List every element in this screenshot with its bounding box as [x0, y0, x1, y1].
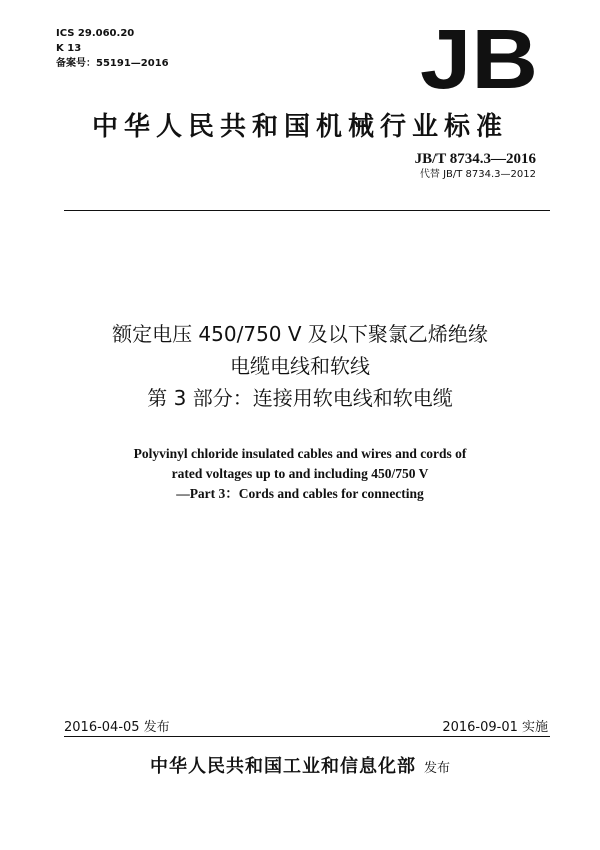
- replaces-note: 代替 JB/T 8734.3—2012: [419, 169, 536, 180]
- top-divider: [64, 210, 550, 211]
- issuer-action: 发布: [423, 761, 450, 776]
- standard-number-block: [415, 150, 536, 182]
- filing-number: 备案号：55191—2016: [56, 58, 169, 69]
- english-title-line-1: Polyvinyl chloride insulated cables and wires and cords of: [133, 446, 467, 461]
- issuer-line: [40, 752, 560, 778]
- implementation-date: 2016-09-01 实施: [442, 720, 548, 735]
- classification-block: [56, 26, 169, 71]
- jb-logo-text: JB: [420, 24, 538, 96]
- issuing-organization: 中华人民共和国工业和信息化部: [149, 756, 416, 777]
- english-title-line-3: —Part 3：Cords and cables for connecting: [176, 486, 424, 501]
- ics-code: ICS 29.060.20: [56, 28, 135, 39]
- issue-date: 2016-04-05 发布: [64, 720, 170, 735]
- chinese-title: [40, 318, 560, 414]
- english-title-line-2: rated voltages up to and including 450/750 V: [171, 466, 429, 481]
- ccs-code: K 13: [56, 43, 82, 54]
- bottom-divider: [64, 736, 550, 737]
- chinese-title-line-1: 额定电压 450/750 V 及以下聚氯乙烯绝缘: [112, 322, 488, 346]
- chinese-title-line-2: 电缆电线和软线: [230, 354, 370, 378]
- standard-number: JB/T 8734.3—2016: [414, 151, 536, 167]
- jb-logo: [418, 24, 540, 96]
- english-title: [40, 444, 560, 504]
- chinese-title-line-3: 第 3 部分：连接用软电线和软电缆: [147, 386, 453, 410]
- standard-type-title: 中华人民共和国机械行业标准: [91, 112, 508, 142]
